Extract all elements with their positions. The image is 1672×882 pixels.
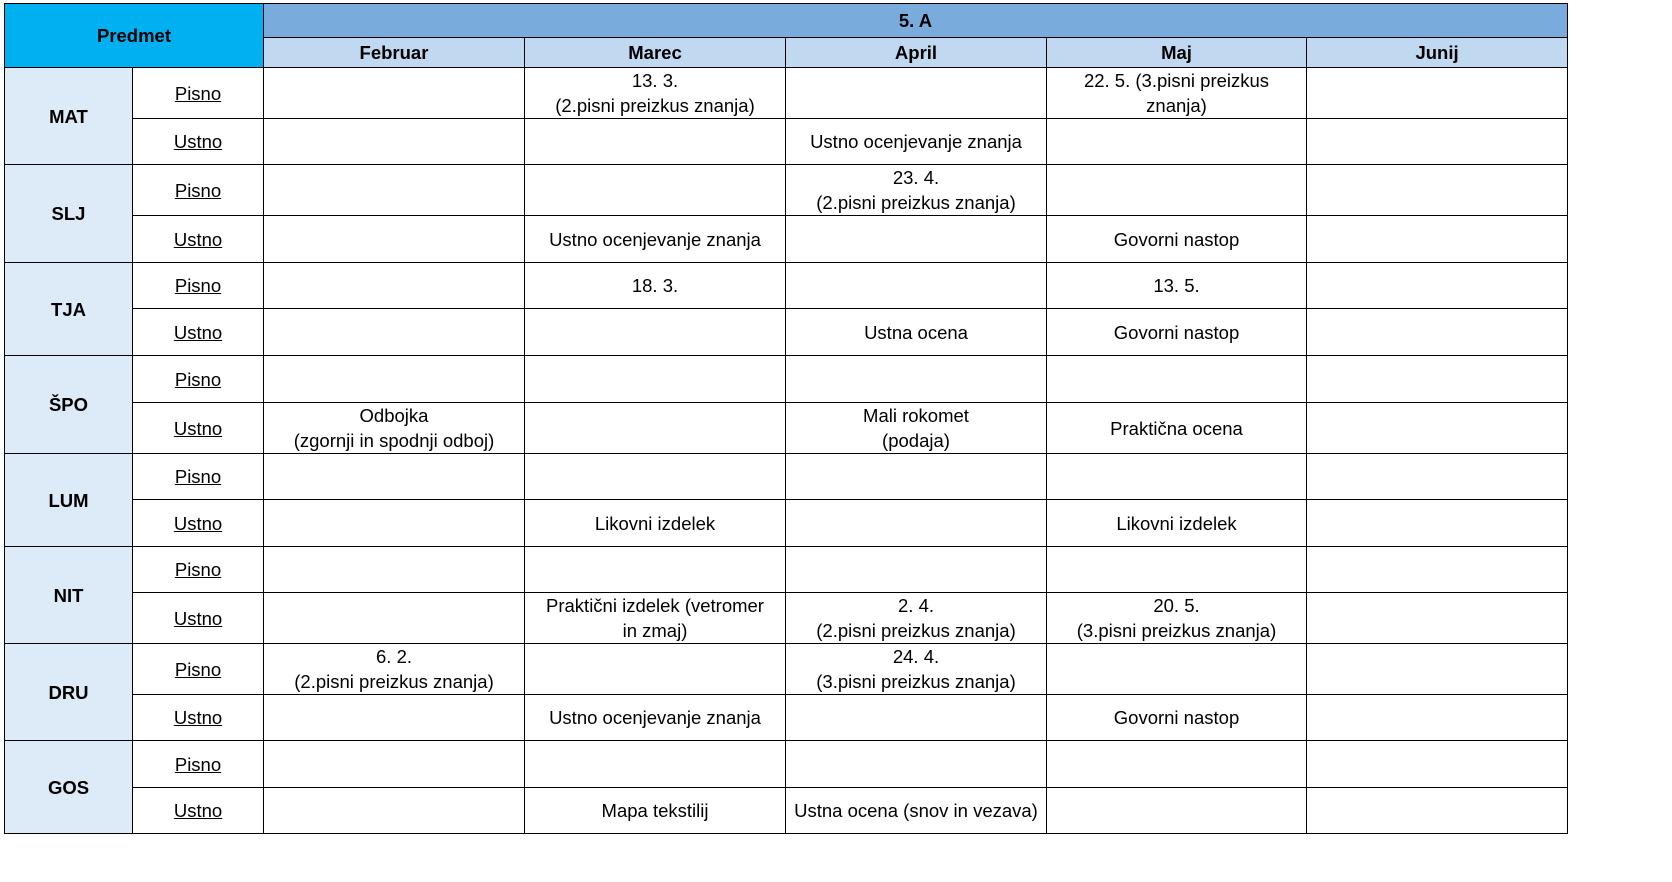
schedule-cell [786,695,1047,741]
schedule-cell [1307,788,1568,834]
header-class: 5. A [264,4,1568,38]
schedule-cell [264,695,525,741]
schedule-cell [264,119,525,165]
table-row [5,216,1568,263]
schedule-cell: Ustna ocena [786,309,1047,356]
schedule-cell: 13. 3. (2.pisni preizkus znanja) [525,68,786,119]
schedule-cell: Praktična ocena [1047,403,1307,454]
schedule-cell [1307,119,1568,165]
table-row [5,547,1568,593]
assessment-schedule-table [4,3,1568,834]
schedule-body [5,68,1568,834]
schedule-cell: 13. 5. [1047,263,1307,309]
subject-code: NIT [5,547,133,644]
schedule-cell [1307,593,1568,644]
schedule-cell: Govorni nastop [1047,695,1307,741]
assessment-type: Pisno [133,356,264,403]
subject-code: ŠPO [5,356,133,454]
assessment-type: Ustno [133,593,264,644]
schedule-cell: Ustna ocena (snov in vezava) [786,788,1047,834]
subject-code: LUM [5,454,133,547]
schedule-cell: 6. 2. (2.pisni preizkus znanja) [264,644,525,695]
subject-code: SLJ [5,165,133,263]
assessment-type: Ustno [133,216,264,263]
table-row [5,309,1568,356]
assessment-type: Pisno [133,263,264,309]
table-row [5,119,1568,165]
table-row [5,263,1568,309]
schedule-cell: Ustno ocenjevanje znanja [525,216,786,263]
assessment-type: Pisno [133,68,264,119]
schedule-cell [525,119,786,165]
table-row [5,356,1568,403]
schedule-cell [786,356,1047,403]
schedule-cell [1047,119,1307,165]
schedule-cell [786,68,1047,119]
schedule-cell [1307,356,1568,403]
assessment-type: Pisno [133,165,264,216]
schedule-cell: 20. 5. (3.pisni preizkus znanja) [1047,593,1307,644]
schedule-cell [786,263,1047,309]
schedule-cell [1307,403,1568,454]
schedule-cell [1307,454,1568,500]
schedule-cell [264,500,525,547]
schedule-cell: Likovni izdelek [1047,500,1307,547]
table-row [5,644,1568,695]
schedule-cell [525,547,786,593]
schedule-cell [264,454,525,500]
schedule-cell [1047,454,1307,500]
schedule-cell [1047,741,1307,788]
schedule-cell [1307,263,1568,309]
schedule-cell [264,68,525,119]
schedule-cell: Ustno ocenjevanje znanja [525,695,786,741]
header-month-jun: Junij [1307,38,1568,68]
assessment-type: Pisno [133,741,264,788]
schedule-cell [786,547,1047,593]
schedule-cell: Mali rokomet (podaja) [786,403,1047,454]
schedule-cell [264,263,525,309]
table-row [5,741,1568,788]
schedule-cell [786,454,1047,500]
table-row [5,695,1568,741]
schedule-cell [525,356,786,403]
schedule-cell: 24. 4. (3.pisni preizkus znanja) [786,644,1047,695]
schedule-cell: Likovni izdelek [525,500,786,547]
schedule-cell [264,547,525,593]
schedule-cell [1307,547,1568,593]
table-row [5,165,1568,216]
schedule-cell [1047,165,1307,216]
schedule-cell: Praktični izdelek (vetromer in zmaj) [525,593,786,644]
schedule-cell [786,500,1047,547]
schedule-cell [1307,500,1568,547]
assessment-type: Pisno [133,547,264,593]
header-predmet: Predmet [5,4,264,68]
assessment-type: Ustno [133,695,264,741]
schedule-cell [264,165,525,216]
assessment-type: Ustno [133,788,264,834]
schedule-cell [1307,165,1568,216]
schedule-cell [1307,741,1568,788]
schedule-cell [525,644,786,695]
schedule-cell [1047,356,1307,403]
schedule-cell [1307,216,1568,263]
schedule-cell [525,165,786,216]
assessment-type: Ustno [133,403,264,454]
schedule-cell [1047,547,1307,593]
schedule-cell: 2. 4. (2.pisni preizkus znanja) [786,593,1047,644]
assessment-type: Ustno [133,500,264,547]
assessment-type: Pisno [133,454,264,500]
header-month-apr: April [786,38,1047,68]
header-month-mar: Marec [525,38,786,68]
header-month-maj: Maj [1047,38,1307,68]
schedule-cell [1307,644,1568,695]
subject-code: TJA [5,263,133,356]
schedule-cell [264,356,525,403]
subject-code: MAT [5,68,133,165]
schedule-cell [1047,644,1307,695]
table-row [5,454,1568,500]
assessment-type: Ustno [133,309,264,356]
schedule-cell [525,741,786,788]
schedule-cell [786,741,1047,788]
schedule-cell: 23. 4. (2.pisni preizkus znanja) [786,165,1047,216]
schedule-cell [264,309,525,356]
table-row [5,593,1568,644]
schedule-cell [264,788,525,834]
schedule-cell: Ustno ocenjevanje znanja [786,119,1047,165]
assessment-type: Pisno [133,644,264,695]
schedule-cell [1307,695,1568,741]
schedule-cell [525,454,786,500]
schedule-cell [1047,788,1307,834]
table-row [5,403,1568,454]
schedule-cell [786,216,1047,263]
schedule-cell [264,593,525,644]
schedule-cell [525,309,786,356]
schedule-cell: Odbojka (zgornji in spodnji odboj) [264,403,525,454]
schedule-cell: 18. 3. [525,263,786,309]
subject-code: DRU [5,644,133,741]
header-month-feb: Februar [264,38,525,68]
schedule-cell [264,216,525,263]
schedule-cell [264,741,525,788]
subject-code: GOS [5,741,133,834]
schedule-cell [1307,68,1568,119]
schedule-cell: Govorni nastop [1047,216,1307,263]
table-row [5,500,1568,547]
table-row [5,68,1568,119]
schedule-cell: 22. 5. (3.pisni preizkus znanja) [1047,68,1307,119]
schedule-cell: Govorni nastop [1047,309,1307,356]
assessment-type: Ustno [133,119,264,165]
schedule-cell [1307,309,1568,356]
schedule-cell: Mapa tekstilij [525,788,786,834]
schedule-cell [525,403,786,454]
table-row [5,788,1568,834]
